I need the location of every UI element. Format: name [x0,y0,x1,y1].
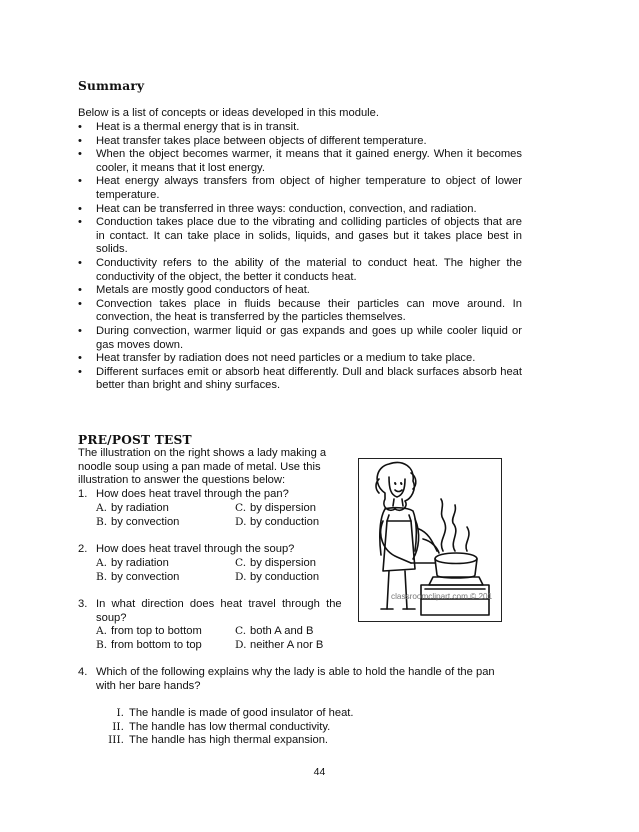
question-2: 2. How does heat travel through the soup? [78,543,295,555]
bullet-icon: • [78,324,82,337]
option-b: B. by convection [96,570,180,583]
list-item: • Conductivity refers to the ability of the material to conduct heat. The higher the conductivity of the object, the better it conducts heat. [78,256,522,283]
list-item: • Convection takes place in fluids because their particles can move around. In convection, the heat is transferred by the particles themselves. [78,297,522,324]
list-item: III. The handle has high thermal expansion. [108,734,329,747]
list-item: • Heat transfer by radiation does not need particles or a medium to take place. [78,352,476,365]
list-item: II. The handle has low thermal conductivity. [112,720,331,733]
list-item: • During convection, warmer liquid or gas expands and goes up while cooler liquid or gas moves down. [78,324,522,351]
list-item: • When the object becomes warmer, it means that it gained energy. When it becomes cooler, it means that it lost energy. [78,148,522,174]
bullet-icon: • [78,352,82,365]
summary-list [78,121,522,393]
list-item: • Heat transfer takes place between objects of different temperature. [78,134,427,147]
lady-cooking-illustration [358,458,502,622]
bullet-icon: • [78,121,82,133]
option-b: B. by convection [96,515,180,528]
bullet-icon: • [78,202,82,215]
question-2-options [96,557,319,584]
bullet-icon: • [78,216,82,229]
option-c: C. by dispersion [235,557,316,569]
summary-heading: Summary [78,79,145,93]
option-d: D. by conduction [235,515,320,528]
page-number: 44 [313,766,326,778]
question-4: 4. Which of the following explains why the lady is able to hold the handle of the pan with her bare hands? [78,666,495,692]
bullet-icon: • [78,365,82,378]
list-item: • Heat is a thermal energy that is in transit. [78,121,300,133]
option-d: D. by conduction [235,570,320,583]
question-3-options [96,625,323,652]
question-4-statements [102,707,354,748]
option-d: D. neither A nor B [235,638,324,651]
option-c: C. both A and B [235,625,314,637]
test-intro: The illustration on the right shows a lady making a noodle soup using a pan made of metal. Use this illustration to answer the questions below: [78,447,327,487]
list-item: I. The handle is made of good insulator of heat. [116,707,354,719]
bullet-icon: • [78,297,82,310]
summary-intro: Below is a list of concepts or ideas developed in this module. [78,107,379,119]
option-a: A. from top to bottom [96,625,202,637]
question-3: 3. In what direction does heat travel through the soup? [78,598,342,624]
lady-cooking-drawing [359,459,501,621]
question-1: 1. How does heat travel through the pan? [78,488,289,500]
question-1-options [96,502,319,529]
option-b: B. from bottom to top [96,638,202,651]
list-item: • Heat can be transferred in three ways: conduction, convection, and radiation. [78,202,477,215]
list-item: • Metals are mostly good conductors of heat. [78,284,310,297]
list-item: • Conduction takes place due to the vibrating and colliding particles of objects that are in contact. It can take place in solids, liquids, and gases but it takes place best in solids. [78,216,522,256]
option-c: C. by dispersion [235,502,316,514]
figure-watermark: classroomclipart.com © 201 [391,592,493,601]
bullet-icon: • [78,284,82,297]
bullet-icon: • [78,175,82,188]
option-a: A. by radiation [96,557,169,569]
test-heading: PRE/POST TEST [78,433,192,447]
bullet-icon: • [78,134,82,147]
bullet-icon: • [78,256,82,269]
bullet-icon: • [78,148,82,161]
list-item: • Different surfaces emit or absorb heat differently. Dull and black surfaces absorb heat better than bright and shiny surfaces. [78,365,522,392]
list-item: • Heat energy always transfers from object of higher temperature to object of lower temperature. [78,175,522,201]
option-a: A. by radiation [96,502,169,514]
